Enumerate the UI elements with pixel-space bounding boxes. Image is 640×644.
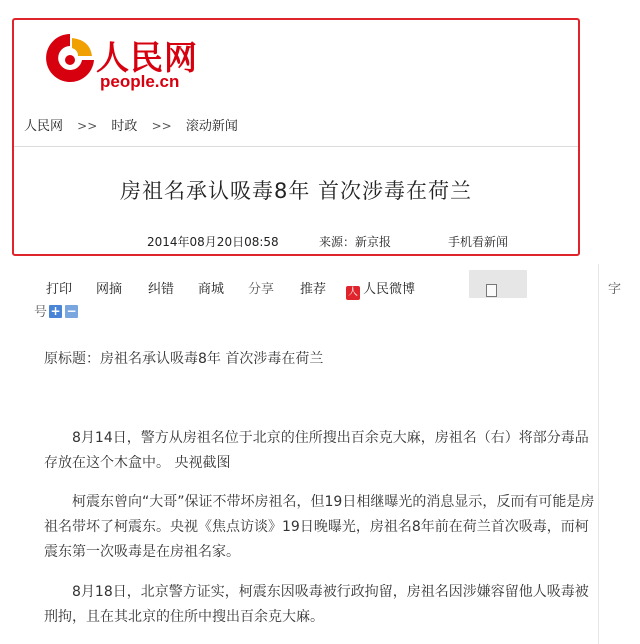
page-title: 房祖名承认吸毒8年 首次涉毒在荷兰 [119,179,473,203]
article-header [12,18,580,256]
breadcrumb-sub-link[interactable]: 滚动新闻 [185,119,238,134]
breadcrumb-separator: >> [77,119,98,133]
publish-datetime: 2014年08月20日08:58 [147,235,279,249]
article-paragraph: 8月18日，北京警方证实，柯震东因吸毒被行政拘留，房祖名因涉嫌容留他人吸毒被刑拘，且在其北京的住所中搜出百余克大麻。 [44,584,589,625]
logo-chinese-text: 人民网 [96,38,198,77]
people-logo-icon [42,30,98,86]
mall-button[interactable]: 商城 [198,282,225,297]
content-right-border [598,264,599,644]
breadcrumb-section-link[interactable]: 时政 [111,119,138,134]
breadcrumb-home-link[interactable]: 人民网 [24,119,64,134]
correct-button[interactable]: 纠错 [148,282,175,297]
weibo-button[interactable] [346,278,415,300]
document-button[interactable] [469,270,527,298]
weibo-label: 人民微博 [363,282,416,297]
breadcrumb [24,115,238,134]
logo-english-text: people.cn [100,72,180,91]
font-increase-button[interactable]: + [50,304,61,318]
article-paragraph: 8月14日，警方从房祖名位于北京的住所搜出百余克大麻，房祖名（右）将部分毒品存放在这个木盒中。 央视截图 [44,430,589,471]
original-title: 原标题：房祖名承认吸毒8年 首次涉毒在荷兰 [44,351,324,367]
header-divider [14,146,578,147]
recommend-button[interactable]: 推荐 [300,282,327,297]
weibo-icon: 人 [348,287,358,298]
font-size-label: 号 [34,305,48,320]
article-toolbar [0,270,640,320]
breadcrumb-separator: >> [151,119,172,133]
article-paragraph: 柯震东曾向“大哥”保证不带坏房祖名，但19日相继曝光的消息显示，反而有可能是房祖名带坏了柯震东。央视《焦点访谈》19日晚曝光，房祖名8年前在荷兰首次吸毒，而柯震东第一次吸毒是在房祖名家。 [44,494,595,560]
print-button[interactable]: 打印 [46,282,73,297]
font-decrease-button[interactable]: − [66,304,77,318]
excerpt-button[interactable]: 网摘 [96,282,123,297]
document-icon [486,284,497,297]
people-cn-logo[interactable] [42,30,212,98]
article-source: 来源：新京报 [319,235,392,249]
share-button[interactable]: 分享 [248,282,275,297]
mobile-news-link[interactable]: 手机看新闻 [448,235,509,249]
font-size-label: 字 [608,282,622,297]
